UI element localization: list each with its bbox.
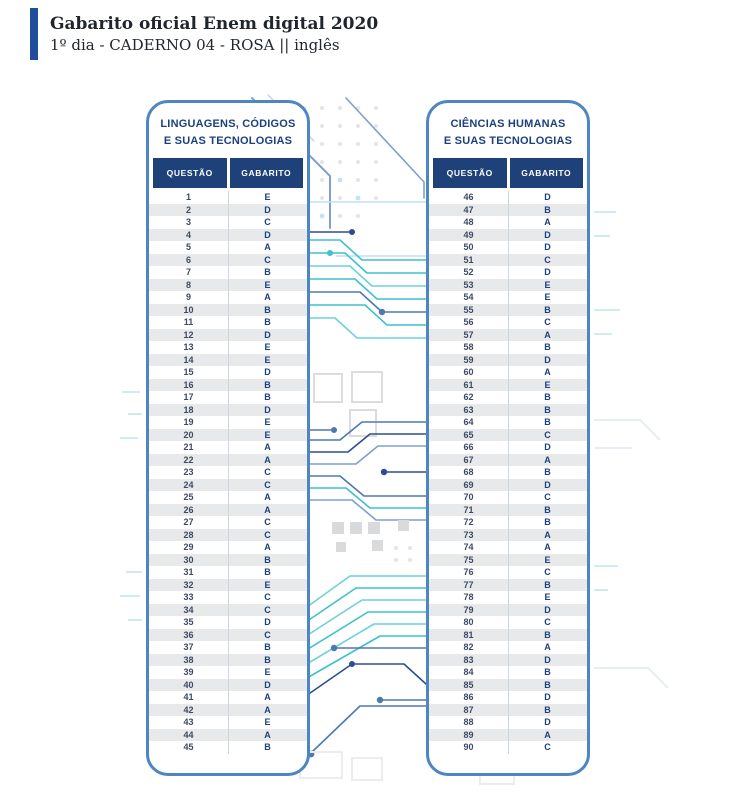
column-header-questao: QUESTÃO — [153, 158, 227, 188]
question-number: 35 — [183, 617, 194, 628]
answer-letter: C — [544, 617, 551, 628]
question-number: 72 — [463, 517, 474, 528]
question-number: 83 — [463, 654, 474, 665]
answer-letter: E — [264, 429, 271, 440]
answer-letter: A — [264, 292, 271, 303]
question-number: 10 — [183, 304, 194, 315]
question-number: 18 — [183, 404, 194, 415]
question-number: 36 — [183, 629, 194, 640]
question-number: 2 — [185, 204, 191, 215]
answer-letter: D — [544, 442, 551, 453]
question-number: 25 — [183, 492, 194, 503]
question-number: 50 — [463, 242, 474, 253]
question-number: 54 — [463, 292, 474, 303]
answer-letter: B — [544, 679, 551, 690]
question-number: 84 — [463, 667, 474, 678]
header-accent-bar — [30, 8, 38, 60]
question-number: 23 — [183, 467, 194, 478]
answer-letter: B — [544, 517, 551, 528]
question-number: 66 — [463, 442, 474, 453]
question-number: 68 — [463, 467, 474, 478]
answer-letter: D — [264, 404, 271, 415]
column-header-gabarito: GABARITO — [510, 158, 584, 188]
table-title-line2: E SUAS TECNOLOGIAS — [443, 135, 573, 148]
table-header-row — [429, 158, 587, 188]
question-number: 86 — [463, 692, 474, 703]
answer-letter: D — [544, 242, 551, 253]
table-title-line1: LINGUAGENS, CÓDIGOS — [160, 118, 296, 130]
answer-letter: D — [264, 229, 271, 240]
answer-letter: B — [264, 654, 271, 665]
question-number: 71 — [463, 504, 474, 515]
answer-letter: D — [544, 479, 551, 490]
question-number: 19 — [183, 417, 194, 428]
answer-letter: B — [544, 504, 551, 515]
question-number: 55 — [463, 304, 474, 315]
question-number: 15 — [183, 367, 194, 378]
question-number: 61 — [463, 379, 474, 390]
question-number: 75 — [463, 554, 474, 565]
answer-letter: C — [544, 492, 551, 503]
answer-letter: E — [264, 192, 271, 203]
answer-letter: D — [264, 367, 271, 378]
answer-letter: C — [264, 629, 271, 640]
answer-letter: E — [544, 292, 551, 303]
table-body — [429, 191, 587, 754]
question-number: 26 — [183, 504, 194, 515]
column-header-questao: QUESTÃO — [433, 158, 507, 188]
answer-letter: C — [264, 592, 271, 603]
question-number: 47 — [463, 204, 474, 215]
answer-letter: C — [264, 517, 271, 528]
question-number: 89 — [463, 729, 474, 740]
answer-letter: C — [264, 479, 271, 490]
column-header-gabarito: GABARITO — [230, 158, 304, 188]
answer-letter: A — [544, 329, 551, 340]
answer-letter: C — [264, 254, 271, 265]
answer-letter: A — [544, 217, 551, 228]
question-number: 73 — [463, 529, 474, 540]
question-number: 17 — [183, 392, 194, 403]
question-number: 56 — [463, 317, 474, 328]
question-number: 9 — [185, 292, 191, 303]
question-number: 59 — [463, 354, 474, 365]
answer-letter: D — [544, 354, 551, 365]
answer-table-linguagens — [146, 100, 310, 776]
question-number: 42 — [183, 704, 194, 715]
answer-letter: B — [544, 629, 551, 640]
question-number: 3 — [185, 217, 191, 228]
question-number: 79 — [463, 604, 474, 615]
answer-letter: B — [264, 567, 271, 578]
answer-letter: E — [544, 279, 551, 290]
answer-letter: B — [264, 379, 271, 390]
answer-letter: B — [544, 404, 551, 415]
page-subtitle: 1º dia - CADERNO 04 - ROSA || inglês — [50, 36, 340, 55]
question-number: 29 — [183, 542, 194, 553]
answer-letter: E — [264, 342, 271, 353]
answer-letter: B — [264, 742, 271, 753]
answer-letter: D — [544, 267, 551, 278]
answer-letter: B — [544, 392, 551, 403]
answer-letter: A — [264, 704, 271, 715]
answer-letter: E — [264, 354, 271, 365]
page-header — [30, 8, 378, 60]
answer-letter: E — [544, 379, 551, 390]
answer-letter: A — [264, 542, 271, 553]
question-number: 43 — [183, 717, 194, 728]
answer-letter: E — [264, 417, 271, 428]
answer-letter: D — [264, 617, 271, 628]
answer-letter: B — [544, 417, 551, 428]
answer-letter: C — [264, 467, 271, 478]
answer-letter: E — [264, 717, 271, 728]
question-number: 8 — [185, 279, 191, 290]
answer-letter: B — [264, 267, 271, 278]
answer-letter: D — [264, 329, 271, 340]
answer-letter: D — [544, 654, 551, 665]
answer-letter: A — [544, 367, 551, 378]
question-number: 16 — [183, 379, 194, 390]
question-number: 37 — [183, 642, 194, 653]
question-number: 87 — [463, 704, 474, 715]
answer-letter: B — [544, 467, 551, 478]
answer-letter: B — [544, 304, 551, 315]
answer-letter: E — [264, 667, 271, 678]
question-number: 41 — [183, 692, 194, 703]
question-number: 31 — [183, 567, 194, 578]
question-number: 45 — [183, 742, 194, 753]
answer-letter: B — [264, 317, 271, 328]
question-number: 24 — [183, 479, 194, 490]
answer-letter: A — [264, 454, 271, 465]
table-body — [149, 191, 307, 754]
question-number: 20 — [183, 429, 194, 440]
answer-letter: D — [544, 229, 551, 240]
question-number: 33 — [183, 592, 194, 603]
answer-letter: B — [544, 704, 551, 715]
answer-letter: A — [264, 442, 271, 453]
answer-letter: A — [544, 454, 551, 465]
question-number: 4 — [185, 229, 191, 240]
question-number: 12 — [183, 329, 194, 340]
answer-letter: A — [544, 529, 551, 540]
question-number: 14 — [183, 354, 194, 365]
answer-letter: A — [264, 242, 271, 253]
answer-letter: C — [544, 742, 551, 753]
answer-letter: A — [544, 729, 551, 740]
question-number: 5 — [185, 242, 191, 253]
answer-letter: B — [544, 579, 551, 590]
question-number: 57 — [463, 329, 474, 340]
answer-letter: D — [544, 692, 551, 703]
table-title — [429, 103, 587, 158]
answer-letter: C — [264, 529, 271, 540]
answer-letter: C — [544, 567, 551, 578]
question-number: 1 — [185, 192, 191, 203]
question-number: 30 — [183, 554, 194, 565]
answer-letter: A — [264, 729, 271, 740]
answer-letter: E — [264, 279, 271, 290]
question-number: 48 — [463, 217, 474, 228]
question-number: 22 — [183, 454, 194, 465]
question-number: 82 — [463, 642, 474, 653]
answer-letter: C — [544, 429, 551, 440]
question-number: 85 — [463, 679, 474, 690]
question-number: 69 — [463, 479, 474, 490]
answer-letter: B — [544, 667, 551, 678]
question-number: 88 — [463, 717, 474, 728]
question-number: 52 — [463, 267, 474, 278]
question-number: 65 — [463, 429, 474, 440]
question-number: 11 — [183, 317, 194, 328]
question-number: 64 — [463, 417, 474, 428]
answer-letter: D — [544, 604, 551, 615]
question-number: 78 — [463, 592, 474, 603]
question-number: 21 — [183, 442, 194, 453]
question-number: 76 — [463, 567, 474, 578]
question-number: 32 — [183, 579, 194, 590]
answer-letter: C — [544, 254, 551, 265]
question-number: 63 — [463, 404, 474, 415]
answer-letter: B — [264, 642, 271, 653]
question-number: 46 — [463, 192, 474, 203]
answer-letter: C — [544, 317, 551, 328]
question-number: 53 — [463, 279, 474, 290]
page-title: Gabarito oficial Enem digital 2020 — [50, 14, 379, 34]
answer-letter: A — [544, 542, 551, 553]
answer-letter: A — [264, 492, 271, 503]
question-number: 7 — [185, 267, 191, 278]
question-number: 27 — [183, 517, 194, 528]
answer-letter: B — [264, 392, 271, 403]
question-number: 74 — [463, 542, 474, 553]
answer-letter: C — [264, 217, 271, 228]
question-number: 81 — [463, 629, 474, 640]
table-title — [149, 103, 307, 158]
answer-letter: B — [544, 342, 551, 353]
question-number: 6 — [185, 254, 191, 265]
question-number: 49 — [463, 229, 474, 240]
question-number: 13 — [183, 342, 194, 353]
answer-letter: D — [544, 717, 551, 728]
answer-letter: B — [544, 204, 551, 215]
column-divider — [228, 191, 229, 754]
question-number: 90 — [463, 742, 474, 753]
answer-letter: B — [264, 304, 271, 315]
question-number: 38 — [183, 654, 194, 665]
question-number: 28 — [183, 529, 194, 540]
table-title-line1: CIÊNCIAS HUMANAS — [450, 118, 566, 130]
question-number: 44 — [183, 729, 194, 740]
answer-letter: A — [264, 504, 271, 515]
answer-table-ciencias-humanas — [426, 100, 590, 776]
question-number: 80 — [463, 617, 474, 628]
question-number: 67 — [463, 454, 474, 465]
answer-letter: E — [264, 579, 271, 590]
question-number: 77 — [463, 579, 474, 590]
question-number: 39 — [183, 667, 194, 678]
question-number: 51 — [463, 254, 474, 265]
table-title-line2: E SUAS TECNOLOGIAS — [163, 135, 293, 148]
answer-letter: D — [264, 204, 271, 215]
answer-letter: A — [264, 692, 271, 703]
question-number: 60 — [463, 367, 474, 378]
question-number: 34 — [183, 604, 194, 615]
answer-letter: E — [544, 554, 551, 565]
question-number: 62 — [463, 392, 474, 403]
answer-letter: D — [264, 679, 271, 690]
question-number: 40 — [183, 679, 194, 690]
table-header-row — [149, 158, 307, 188]
answer-letter: E — [544, 592, 551, 603]
question-number: 58 — [463, 342, 474, 353]
column-divider — [508, 191, 509, 754]
answer-letter: D — [544, 192, 551, 203]
answer-letter: C — [264, 604, 271, 615]
answer-letter: A — [544, 642, 551, 653]
answer-letter: B — [264, 554, 271, 565]
question-number: 70 — [463, 492, 474, 503]
